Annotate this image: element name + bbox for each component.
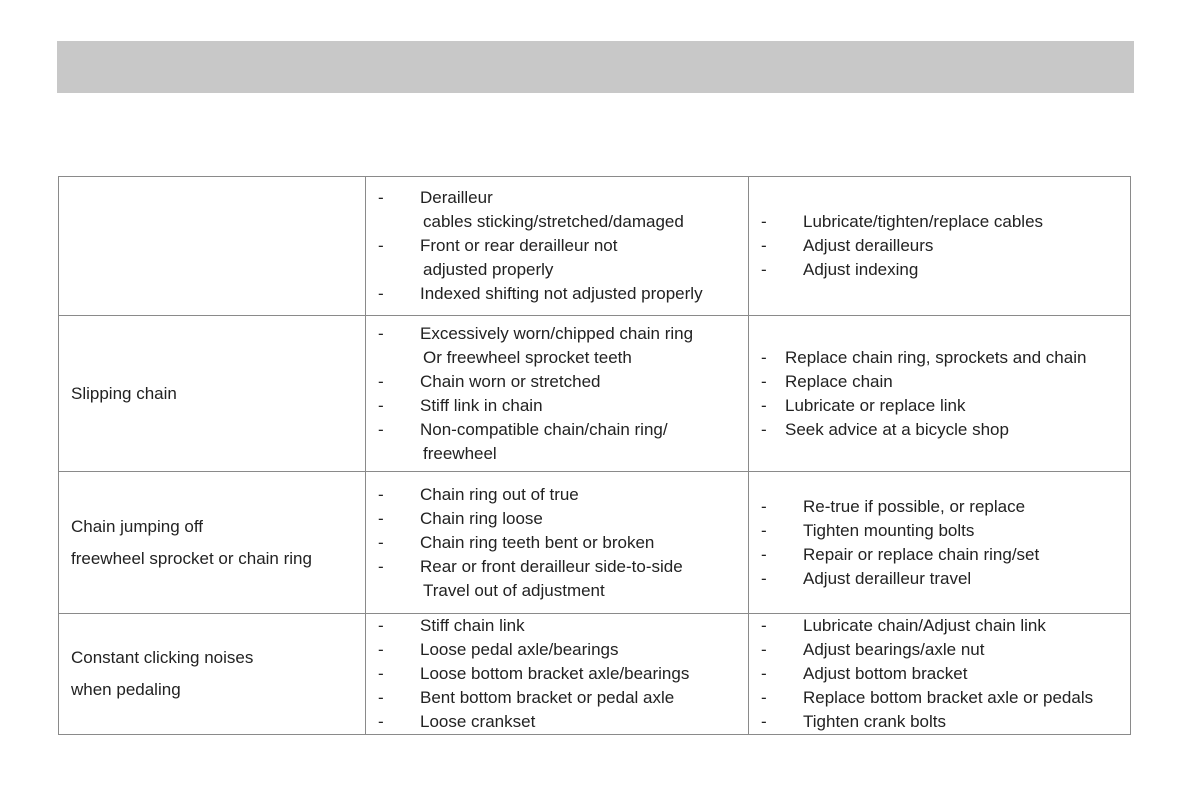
table-row: [59, 472, 1131, 614]
list-item: - Derailleur cables sticking/stretched/damaged: [378, 188, 684, 231]
problem-text: when pedaling: [71, 680, 181, 699]
table-row: [59, 614, 1131, 735]
list-item: - Lubricate chain/Adjust chain link: [761, 616, 1046, 635]
list-item: - Loose pedal axle/bearings: [378, 640, 619, 659]
list-item: - Chain ring out of true: [378, 484, 579, 504]
list-item: - Stiff link in chain: [378, 395, 543, 415]
list-item: - Loose bottom bracket axle/bearings: [378, 664, 690, 683]
causes-cell: [366, 177, 749, 316]
list-item: - Replace chain: [761, 371, 893, 391]
list-item: - Adjust derailleurs: [761, 236, 934, 255]
list-item: - Excessively worn/chipped chain ring Or freewheel sprocket teeth: [378, 323, 694, 367]
causes-cell: [366, 614, 749, 735]
list-item: - Bent bottom bracket or pedal axle: [378, 688, 675, 707]
troubleshooting-table: [58, 176, 1131, 735]
list-item: - Replace chain ring, sprockets and chain: [761, 347, 1087, 367]
list-item: - Tighten mounting bolts: [761, 520, 975, 540]
list-item: - Re-true if possible, or replace: [761, 496, 1026, 516]
list-item: - Rear or front derailleur side-to-side Travel out of adjustment: [378, 556, 683, 600]
list-item: - Seek advice at a bicycle shop: [761, 419, 1009, 439]
solutions-cell: [749, 316, 1131, 472]
list-item: - Chain worn or stretched: [378, 371, 601, 391]
problem-cell: [59, 614, 366, 735]
list-item: - Lubricate or replace link: [761, 395, 966, 415]
header-bar: [57, 41, 1134, 93]
causes-cell: [366, 316, 749, 472]
list-item: - Adjust bottom bracket: [761, 664, 968, 683]
list-item: - Repair or replace chain ring/set: [761, 544, 1040, 564]
solutions-cell: [749, 472, 1131, 614]
solutions-cell: [749, 614, 1131, 735]
list-item: - Adjust bearings/axle nut: [761, 640, 985, 659]
problem-text: freewheel sprocket or chain ring: [71, 548, 312, 568]
causes-cell: [366, 472, 749, 614]
list-item: - Chain ring teeth bent or broken: [378, 532, 655, 552]
list-item: - Non-compatible chain/chain ring/ freewheel: [378, 419, 668, 463]
list-item: - Chain ring loose: [378, 508, 543, 528]
list-item: - Stiff chain link: [378, 616, 525, 635]
list-item: - Lubricate/tighten/replace cables: [761, 212, 1044, 231]
problem-cell: [59, 472, 366, 614]
problem-text: Chain jumping off: [71, 516, 203, 536]
list-item: - Adjust indexing: [761, 260, 919, 279]
list-item: - Adjust derailleur travel: [761, 568, 972, 588]
problem-cell: [59, 316, 366, 472]
table-row: [59, 177, 1131, 316]
list-item: - Loose crankset: [378, 712, 536, 731]
list-item: - Indexed shifting not adjusted properly: [378, 284, 703, 303]
list-item: - Tighten crank bolts: [761, 712, 946, 731]
list-item: - Front or rear derailleur not adjusted properly: [378, 236, 618, 279]
list-item: - Replace bottom bracket axle or pedals: [761, 688, 1094, 707]
problem-text: Slipping chain: [71, 383, 177, 403]
table-row: [59, 316, 1131, 472]
problem-cell: [59, 177, 366, 316]
problem-text: Constant clicking noises: [71, 648, 254, 667]
solutions-cell: [749, 177, 1131, 316]
